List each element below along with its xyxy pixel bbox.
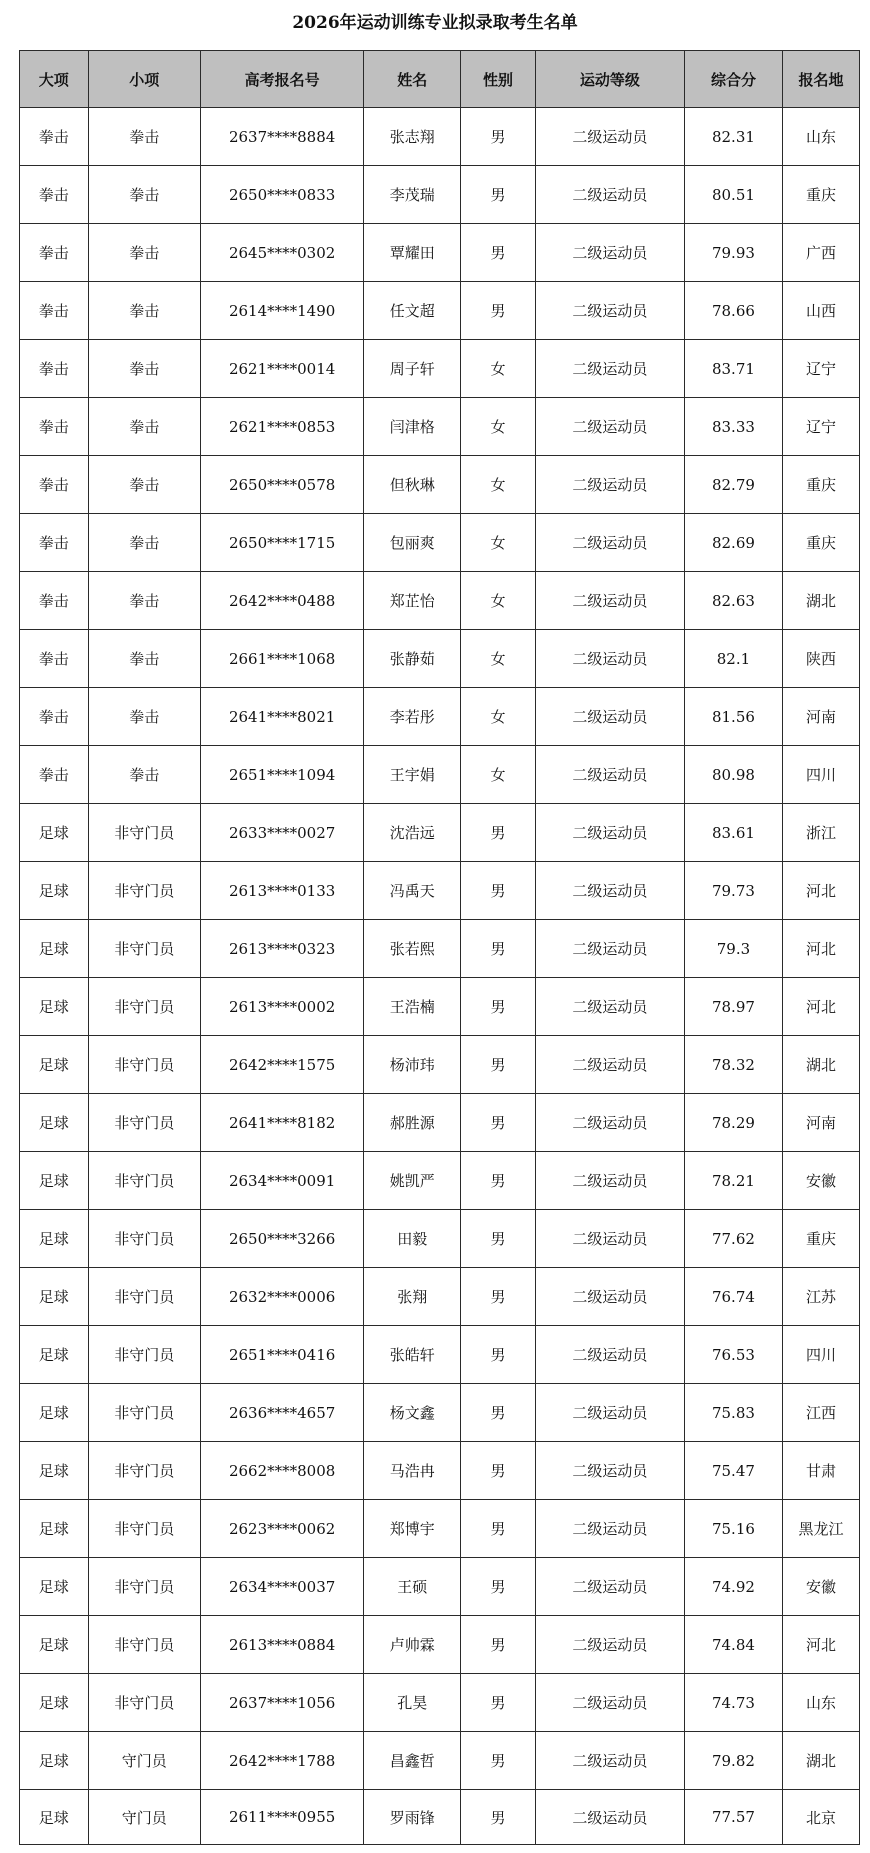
table-row xyxy=(20,978,860,1036)
major-event-cell: 拳击 xyxy=(20,282,89,340)
total-score-cell: 79.3 xyxy=(684,920,782,978)
region-cell: 重庆 xyxy=(783,514,860,572)
sub-event-cell: 非守门员 xyxy=(88,1384,200,1442)
major-event-cell: 足球 xyxy=(20,1036,89,1094)
region-cell: 陕西 xyxy=(783,630,860,688)
gender-cell: 男 xyxy=(461,1326,536,1384)
major-event-cell: 足球 xyxy=(20,1616,89,1674)
athlete-level-cell: 二级运动员 xyxy=(535,920,684,978)
total-score-cell: 76.53 xyxy=(684,1326,782,1384)
gender-cell: 男 xyxy=(461,920,536,978)
total-score-cell: 74.84 xyxy=(684,1616,782,1674)
athlete-level-cell: 二级运动员 xyxy=(535,514,684,572)
sub-event-cell: 拳击 xyxy=(88,688,200,746)
sub-event-cell: 非守门员 xyxy=(88,1442,200,1500)
registration-number-cell: 2633****0027 xyxy=(201,804,364,862)
registration-number-cell: 2662****8008 xyxy=(201,1442,364,1500)
region-cell: 四川 xyxy=(783,1326,860,1384)
name-cell: 张若熙 xyxy=(364,920,461,978)
name-cell: 沈浩远 xyxy=(364,804,461,862)
region-cell: 河北 xyxy=(783,1616,860,1674)
total-score-cell: 79.73 xyxy=(684,862,782,920)
name-cell: 杨文鑫 xyxy=(364,1384,461,1442)
athlete-level-cell: 二级运动员 xyxy=(535,282,684,340)
region-cell: 河北 xyxy=(783,920,860,978)
column-header-registration-number: 高考报名号 xyxy=(201,51,364,108)
major-event-cell: 足球 xyxy=(20,978,89,1036)
major-event-cell: 拳击 xyxy=(20,166,89,224)
page-title: 2026年运动训练专业拟录取考生名单 xyxy=(292,13,578,33)
region-cell: 重庆 xyxy=(783,456,860,514)
major-event-cell: 足球 xyxy=(20,1500,89,1558)
sub-event-cell: 拳击 xyxy=(88,746,200,804)
registration-number-cell: 2637****8884 xyxy=(201,108,364,166)
major-event-cell: 足球 xyxy=(20,862,89,920)
registration-number-cell: 2641****8182 xyxy=(201,1094,364,1152)
registration-number-cell: 2637****1056 xyxy=(201,1674,364,1732)
region-cell: 河北 xyxy=(783,862,860,920)
total-score-cell: 78.21 xyxy=(684,1152,782,1210)
athlete-level-cell: 二级运动员 xyxy=(535,1268,684,1326)
name-cell: 张皓轩 xyxy=(364,1326,461,1384)
region-cell: 山东 xyxy=(783,1674,860,1732)
registration-number-cell: 2650****1715 xyxy=(201,514,364,572)
table-row xyxy=(20,1326,860,1384)
gender-cell: 女 xyxy=(461,514,536,572)
major-event-cell: 拳击 xyxy=(20,746,89,804)
sub-event-cell: 非守门员 xyxy=(88,862,200,920)
athlete-level-cell: 二级运动员 xyxy=(535,1674,684,1732)
gender-cell: 男 xyxy=(461,1036,536,1094)
gender-cell: 男 xyxy=(461,1732,536,1790)
gender-cell: 男 xyxy=(461,1210,536,1268)
region-cell: 广西 xyxy=(783,224,860,282)
athlete-level-cell: 二级运动员 xyxy=(535,1442,684,1500)
table-row xyxy=(20,630,860,688)
name-cell: 田毅 xyxy=(364,1210,461,1268)
table-row xyxy=(20,108,860,166)
sub-event-cell: 非守门员 xyxy=(88,1268,200,1326)
gender-cell: 男 xyxy=(461,1094,536,1152)
sub-event-cell: 非守门员 xyxy=(88,1094,200,1152)
gender-cell: 男 xyxy=(461,1674,536,1732)
region-cell: 浙江 xyxy=(783,804,860,862)
registration-number-cell: 2650****3266 xyxy=(201,1210,364,1268)
gender-cell: 男 xyxy=(461,224,536,282)
gender-cell: 男 xyxy=(461,1442,536,1500)
gender-cell: 男 xyxy=(461,1152,536,1210)
sub-event-cell: 拳击 xyxy=(88,282,200,340)
region-cell: 湖北 xyxy=(783,1036,860,1094)
column-header-athlete-level: 运动等级 xyxy=(535,51,684,108)
sub-event-cell: 非守门员 xyxy=(88,1616,200,1674)
registration-number-cell: 2650****0578 xyxy=(201,456,364,514)
athlete-level-cell: 二级运动员 xyxy=(535,688,684,746)
athlete-level-cell: 二级运动员 xyxy=(535,572,684,630)
total-score-cell: 82.69 xyxy=(684,514,782,572)
major-event-cell: 足球 xyxy=(20,1558,89,1616)
total-score-cell: 82.79 xyxy=(684,456,782,514)
gender-cell: 男 xyxy=(461,282,536,340)
total-score-cell: 80.51 xyxy=(684,166,782,224)
total-score-cell: 79.82 xyxy=(684,1732,782,1790)
name-cell: 张翔 xyxy=(364,1268,461,1326)
table-row xyxy=(20,1732,860,1790)
sub-event-cell: 非守门员 xyxy=(88,1558,200,1616)
table-row xyxy=(20,514,860,572)
total-score-cell: 78.32 xyxy=(684,1036,782,1094)
region-cell: 河北 xyxy=(783,978,860,1036)
gender-cell: 男 xyxy=(461,804,536,862)
sub-event-cell: 非守门员 xyxy=(88,1500,200,1558)
table-body xyxy=(20,108,860,1845)
sub-event-cell: 非守门员 xyxy=(88,978,200,1036)
gender-cell: 男 xyxy=(461,1500,536,1558)
major-event-cell: 足球 xyxy=(20,1732,89,1790)
athlete-level-cell: 二级运动员 xyxy=(535,1616,684,1674)
athlete-level-cell: 二级运动员 xyxy=(535,1500,684,1558)
column-header-name: 姓名 xyxy=(364,51,461,108)
total-score-cell: 78.97 xyxy=(684,978,782,1036)
column-header-major-event: 大项 xyxy=(20,51,89,108)
total-score-cell: 83.61 xyxy=(684,804,782,862)
registration-number-cell: 2661****1068 xyxy=(201,630,364,688)
registration-number-cell: 2621****0853 xyxy=(201,398,364,456)
gender-cell: 男 xyxy=(461,1384,536,1442)
column-header-total-score: 综合分 xyxy=(684,51,782,108)
gender-cell: 男 xyxy=(461,1268,536,1326)
total-score-cell: 74.92 xyxy=(684,1558,782,1616)
region-cell: 辽宁 xyxy=(783,340,860,398)
major-event-cell: 足球 xyxy=(20,804,89,862)
registration-number-cell: 2614****1490 xyxy=(201,282,364,340)
major-event-cell: 足球 xyxy=(20,1384,89,1442)
major-event-cell: 足球 xyxy=(20,1268,89,1326)
table-row xyxy=(20,688,860,746)
name-cell: 覃耀田 xyxy=(364,224,461,282)
table-row xyxy=(20,1268,860,1326)
gender-cell: 男 xyxy=(461,166,536,224)
gender-cell: 女 xyxy=(461,340,536,398)
athlete-level-cell: 二级运动员 xyxy=(535,340,684,398)
gender-cell: 男 xyxy=(461,1790,536,1845)
column-header-sub-event: 小项 xyxy=(88,51,200,108)
table-row xyxy=(20,572,860,630)
major-event-cell: 足球 xyxy=(20,1210,89,1268)
registration-number-cell: 2634****0037 xyxy=(201,1558,364,1616)
major-event-cell: 拳击 xyxy=(20,688,89,746)
table-row xyxy=(20,1790,860,1845)
sub-event-cell: 非守门员 xyxy=(88,804,200,862)
total-score-cell: 83.33 xyxy=(684,398,782,456)
name-cell: 周子轩 xyxy=(364,340,461,398)
table-row xyxy=(20,1616,860,1674)
sub-event-cell: 守门员 xyxy=(88,1732,200,1790)
name-cell: 王浩楠 xyxy=(364,978,461,1036)
region-cell: 安徽 xyxy=(783,1558,860,1616)
region-cell: 黑龙江 xyxy=(783,1500,860,1558)
gender-cell: 女 xyxy=(461,688,536,746)
athlete-level-cell: 二级运动员 xyxy=(535,1384,684,1442)
major-event-cell: 拳击 xyxy=(20,630,89,688)
name-cell: 马浩冉 xyxy=(364,1442,461,1500)
name-cell: 闫津格 xyxy=(364,398,461,456)
region-cell: 安徽 xyxy=(783,1152,860,1210)
total-score-cell: 77.57 xyxy=(684,1790,782,1845)
table-row xyxy=(20,282,860,340)
region-cell: 河南 xyxy=(783,688,860,746)
total-score-cell: 82.31 xyxy=(684,108,782,166)
table-row xyxy=(20,862,860,920)
table-row xyxy=(20,920,860,978)
registration-number-cell: 2621****0014 xyxy=(201,340,364,398)
total-score-cell: 79.93 xyxy=(684,224,782,282)
gender-cell: 男 xyxy=(461,862,536,920)
name-cell: 李若彤 xyxy=(364,688,461,746)
table-row xyxy=(20,1210,860,1268)
registration-number-cell: 2651****0416 xyxy=(201,1326,364,1384)
region-cell: 甘肃 xyxy=(783,1442,860,1500)
name-cell: 郑博宇 xyxy=(364,1500,461,1558)
gender-cell: 女 xyxy=(461,572,536,630)
table-row xyxy=(20,1558,860,1616)
total-score-cell: 83.71 xyxy=(684,340,782,398)
major-event-cell: 拳击 xyxy=(20,224,89,282)
table-row xyxy=(20,746,860,804)
registration-number-cell: 2641****8021 xyxy=(201,688,364,746)
major-event-cell: 拳击 xyxy=(20,572,89,630)
gender-cell: 女 xyxy=(461,630,536,688)
total-score-cell: 75.16 xyxy=(684,1500,782,1558)
name-cell: 孔昊 xyxy=(364,1674,461,1732)
athlete-level-cell: 二级运动员 xyxy=(535,1326,684,1384)
gender-cell: 女 xyxy=(461,398,536,456)
athlete-level-cell: 二级运动员 xyxy=(535,456,684,514)
column-header-gender: 性别 xyxy=(461,51,536,108)
sub-event-cell: 拳击 xyxy=(88,166,200,224)
sub-event-cell: 非守门员 xyxy=(88,1152,200,1210)
table-row xyxy=(20,1442,860,1500)
table-row xyxy=(20,1500,860,1558)
total-score-cell: 75.83 xyxy=(684,1384,782,1442)
athlete-level-cell: 二级运动员 xyxy=(535,1152,684,1210)
table-row xyxy=(20,1152,860,1210)
sub-event-cell: 非守门员 xyxy=(88,1326,200,1384)
admission-list-table xyxy=(19,50,860,1845)
athlete-level-cell: 二级运动员 xyxy=(535,1558,684,1616)
name-cell: 任文超 xyxy=(364,282,461,340)
registration-number-cell: 2613****0133 xyxy=(201,862,364,920)
athlete-level-cell: 二级运动员 xyxy=(535,108,684,166)
sub-event-cell: 非守门员 xyxy=(88,1036,200,1094)
major-event-cell: 拳击 xyxy=(20,514,89,572)
registration-number-cell: 2645****0302 xyxy=(201,224,364,282)
sub-event-cell: 非守门员 xyxy=(88,920,200,978)
table-row xyxy=(20,804,860,862)
table-row xyxy=(20,1094,860,1152)
sub-event-cell: 非守门员 xyxy=(88,1674,200,1732)
athlete-level-cell: 二级运动员 xyxy=(535,978,684,1036)
registration-number-cell: 2650****0833 xyxy=(201,166,364,224)
table-row xyxy=(20,398,860,456)
total-score-cell: 75.47 xyxy=(684,1442,782,1500)
region-cell: 四川 xyxy=(783,746,860,804)
registration-number-cell: 2651****1094 xyxy=(201,746,364,804)
table-row xyxy=(20,1036,860,1094)
name-cell: 王宇娟 xyxy=(364,746,461,804)
region-cell: 重庆 xyxy=(783,166,860,224)
major-event-cell: 拳击 xyxy=(20,340,89,398)
region-cell: 河南 xyxy=(783,1094,860,1152)
region-cell: 江苏 xyxy=(783,1268,860,1326)
region-cell: 江西 xyxy=(783,1384,860,1442)
major-event-cell: 足球 xyxy=(20,1152,89,1210)
athlete-level-cell: 二级运动员 xyxy=(535,862,684,920)
table-row xyxy=(20,1674,860,1732)
athlete-level-cell: 二级运动员 xyxy=(535,1094,684,1152)
athlete-level-cell: 二级运动员 xyxy=(535,746,684,804)
region-cell: 山西 xyxy=(783,282,860,340)
region-cell: 辽宁 xyxy=(783,398,860,456)
major-event-cell: 足球 xyxy=(20,1790,89,1845)
registration-number-cell: 2613****0884 xyxy=(201,1616,364,1674)
gender-cell: 男 xyxy=(461,108,536,166)
sub-event-cell: 拳击 xyxy=(88,514,200,572)
sub-event-cell: 拳击 xyxy=(88,456,200,514)
registration-number-cell: 2642****1788 xyxy=(201,1732,364,1790)
name-cell: 包丽爽 xyxy=(364,514,461,572)
athlete-level-cell: 二级运动员 xyxy=(535,1732,684,1790)
gender-cell: 女 xyxy=(461,746,536,804)
column-header-region: 报名地 xyxy=(783,51,860,108)
table-row xyxy=(20,166,860,224)
name-cell: 李茂瑞 xyxy=(364,166,461,224)
athlete-level-cell: 二级运动员 xyxy=(535,630,684,688)
total-score-cell: 77.62 xyxy=(684,1210,782,1268)
athlete-level-cell: 二级运动员 xyxy=(535,1790,684,1845)
registration-number-cell: 2632****0006 xyxy=(201,1268,364,1326)
athlete-level-cell: 二级运动员 xyxy=(535,398,684,456)
gender-cell: 男 xyxy=(461,1616,536,1674)
major-event-cell: 拳击 xyxy=(20,456,89,514)
registration-number-cell: 2613****0002 xyxy=(201,978,364,1036)
sub-event-cell: 拳击 xyxy=(88,398,200,456)
table-row xyxy=(20,224,860,282)
registration-number-cell: 2623****0062 xyxy=(201,1500,364,1558)
region-cell: 重庆 xyxy=(783,1210,860,1268)
sub-event-cell: 拳击 xyxy=(88,572,200,630)
sub-event-cell: 拳击 xyxy=(88,224,200,282)
total-score-cell: 78.66 xyxy=(684,282,782,340)
name-cell: 姚凯严 xyxy=(364,1152,461,1210)
registration-number-cell: 2634****0091 xyxy=(201,1152,364,1210)
table-header-row xyxy=(20,51,860,108)
name-cell: 王硕 xyxy=(364,1558,461,1616)
table-row xyxy=(20,456,860,514)
total-score-cell: 80.98 xyxy=(684,746,782,804)
sub-event-cell: 拳击 xyxy=(88,108,200,166)
total-score-cell: 82.1 xyxy=(684,630,782,688)
athlete-level-cell: 二级运动员 xyxy=(535,1036,684,1094)
major-event-cell: 足球 xyxy=(20,1674,89,1732)
name-cell: 昌鑫哲 xyxy=(364,1732,461,1790)
table-row xyxy=(20,340,860,398)
registration-number-cell: 2611****0955 xyxy=(201,1790,364,1845)
total-score-cell: 74.73 xyxy=(684,1674,782,1732)
name-cell: 郝胜源 xyxy=(364,1094,461,1152)
name-cell: 郑芷怡 xyxy=(364,572,461,630)
name-cell: 卢帅霖 xyxy=(364,1616,461,1674)
name-cell: 但秋琳 xyxy=(364,456,461,514)
major-event-cell: 足球 xyxy=(20,920,89,978)
registration-number-cell: 2613****0323 xyxy=(201,920,364,978)
region-cell: 湖北 xyxy=(783,1732,860,1790)
sub-event-cell: 拳击 xyxy=(88,340,200,398)
gender-cell: 男 xyxy=(461,1558,536,1616)
sub-event-cell: 拳击 xyxy=(88,630,200,688)
region-cell: 山东 xyxy=(783,108,860,166)
name-cell: 张静茹 xyxy=(364,630,461,688)
table-row xyxy=(20,1384,860,1442)
name-cell: 杨沛玮 xyxy=(364,1036,461,1094)
registration-number-cell: 2636****4657 xyxy=(201,1384,364,1442)
athlete-level-cell: 二级运动员 xyxy=(535,1210,684,1268)
total-score-cell: 82.63 xyxy=(684,572,782,630)
gender-cell: 女 xyxy=(461,456,536,514)
major-event-cell: 足球 xyxy=(20,1326,89,1384)
region-cell: 湖北 xyxy=(783,572,860,630)
registration-number-cell: 2642****1575 xyxy=(201,1036,364,1094)
name-cell: 冯禹天 xyxy=(364,862,461,920)
major-event-cell: 拳击 xyxy=(20,398,89,456)
total-score-cell: 78.29 xyxy=(684,1094,782,1152)
region-cell: 北京 xyxy=(783,1790,860,1845)
athlete-level-cell: 二级运动员 xyxy=(535,804,684,862)
registration-number-cell: 2642****0488 xyxy=(201,572,364,630)
name-cell: 张志翔 xyxy=(364,108,461,166)
total-score-cell: 81.56 xyxy=(684,688,782,746)
name-cell: 罗雨锋 xyxy=(364,1790,461,1845)
athlete-level-cell: 二级运动员 xyxy=(535,166,684,224)
athlete-level-cell: 二级运动员 xyxy=(535,224,684,282)
total-score-cell: 76.74 xyxy=(684,1268,782,1326)
sub-event-cell: 守门员 xyxy=(88,1790,200,1845)
sub-event-cell: 非守门员 xyxy=(88,1210,200,1268)
major-event-cell: 拳击 xyxy=(20,108,89,166)
major-event-cell: 足球 xyxy=(20,1442,89,1500)
major-event-cell: 足球 xyxy=(20,1094,89,1152)
gender-cell: 男 xyxy=(461,978,536,1036)
